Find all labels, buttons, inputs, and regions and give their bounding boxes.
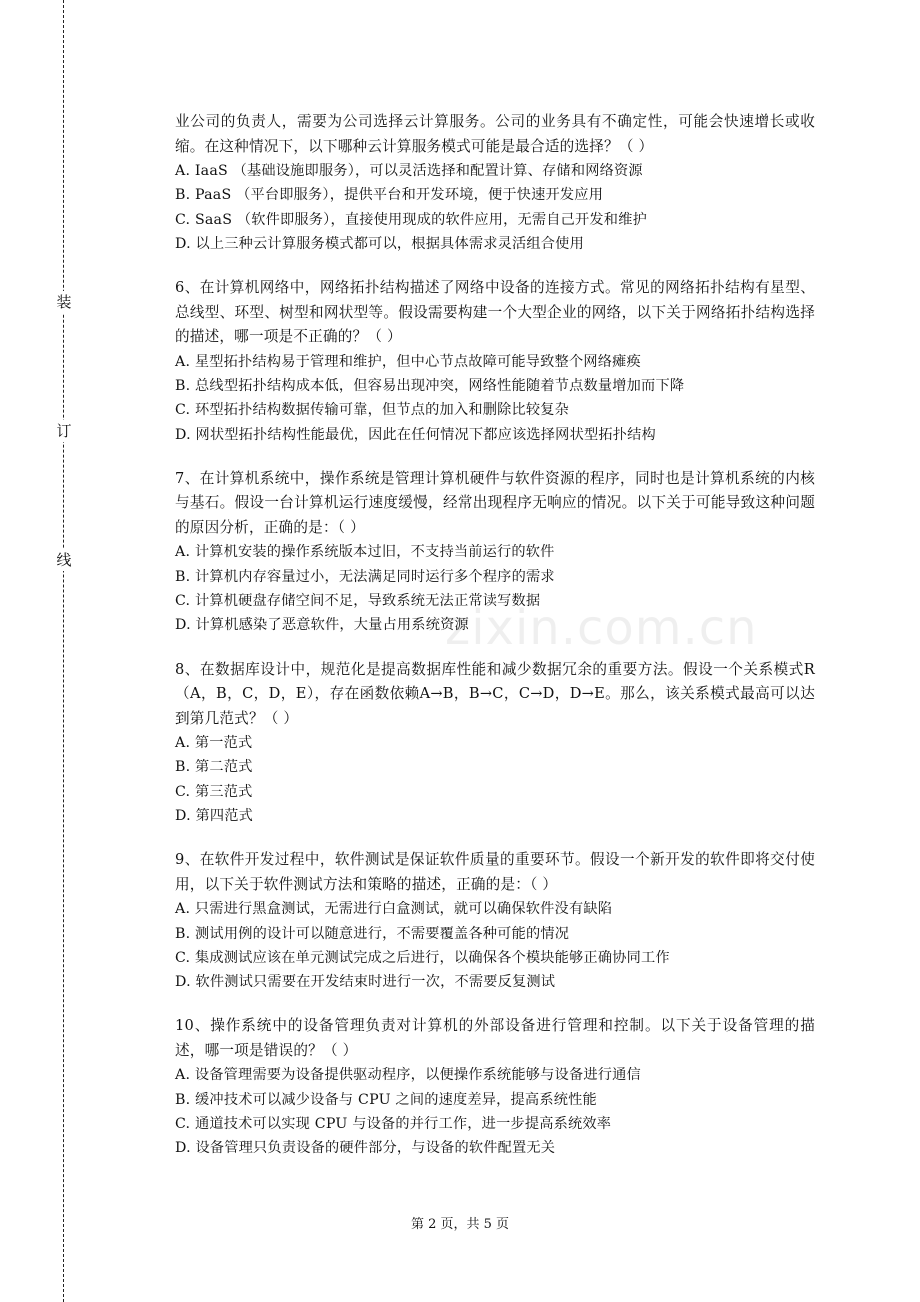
page-number: 第 2 页，共 5 页 [410,1217,510,1232]
binding-dashed-line [63,0,64,1302]
question-5-continued [175,110,815,256]
question-stem: 9、在软件开发过程中，软件测试是保证软件质量的重要环节。假设一个新开发的软件即将交付使用，以下关于软件测试方法和策略的描述，正确的是：（ ） [175,851,815,893]
watermark: zixin.com.cn [445,600,758,656]
binding-char-xian: 线 [56,551,72,569]
option-d: D. 计算机感染了恶意软件，大量占用系统资源 [175,617,469,634]
option-a: A. 星型拓扑结构易于管理和维护，但中心节点故障可能导致整个网络瘫痪 [175,353,641,370]
option-b: B. 总线型拓扑结构成本低，但容易出现冲突，网络性能随着节点数量增加而下降 [175,377,685,394]
question-7 [175,467,815,638]
option-a: A. 设备管理需要为设备提供驱动程序，以便操作系统能够与设备进行通信 [175,1067,641,1084]
binding-char-zhuang: 装 [56,293,72,311]
question-8 [175,658,815,829]
option-d: D. 软件测试只需要在开发结束时进行一次，不需要反复测试 [175,974,556,991]
option-a: A. 只需进行黑盒测试，无需进行白盒测试，就可以确保软件没有缺陷 [175,901,613,918]
binding-char-ding: 订 [56,422,72,440]
option-c: C. 计算机硬盘存储空间不足，导致系统无法正常读写数据 [175,592,541,609]
option-d: D. 以上三种云计算服务模式都可以，根据具体需求灵活组合使用 [175,235,584,252]
question-stem: 业公司的负责人，需要为公司选择云计算服务。公司的业务具有不确定性，可能会快速增长或收缩。在这种情况下，以下哪种云计算服务模式可能是最合适的选择？（ ） [175,113,815,155]
question-stem: 8、在数据库设计中，规范化是提高数据库性能和减少数据冗余的重要方法。假设一个关系模式R（A，B，C，D，E），存在函数依赖A→B，B→C，C→D，D→E。那么，该关系模式最高可以达到第几范式？（ ） [175,660,815,727]
option-b: B. 计算机内存容量过小，无法满足同时运行多个程序的需求 [175,568,555,585]
question-6 [175,276,815,447]
option-b: B. PaaS （平台即服务），提供平台和开发环境，便于快速开发应用 [175,187,604,204]
question-stem: 6、在计算机网络中，网络拓扑结构描述了网络中设备的连接方式。常见的网络拓扑结构有星型、总线型、环型、树型和网状型等。假设需要构建一个大型企业的网络，以下关于网络拓扑结构选择的描述，哪一项是不正确的？（ ） [175,279,815,346]
question-9 [175,848,815,994]
option-c: C. 第三范式 [175,783,253,800]
option-a: A. IaaS （基础设施即服务），可以灵活选择和配置计算、存储和网络资源 [175,163,643,179]
option-a: A. 计算机安装的操作系统版本过旧，不支持当前运行的软件 [175,544,555,561]
question-list [175,110,815,1181]
question-stem: 10、操作系统中的设备管理负责对计算机的外部设备进行管理和控制。以下关于设备管理的描述，哪一项是错误的？（ ） [175,1017,815,1059]
question-stem: 7、在计算机系统中，操作系统是管理计算机硬件与软件资源的程序，同时也是计算机系统的内核与基石。假设一台计算机运行速度缓慢，经常出现程序无响应的情况。以下关于可能导致这种问题的原因分析，正确的是：（ ） [175,469,815,536]
option-c: C. 环型拓扑结构数据传输可靠，但节点的加入和删除比较复杂 [175,402,570,419]
option-b: B. 第二范式 [175,759,253,776]
option-c: C. SaaS （软件即服务），直接使用现成的软件应用，无需自己开发和维护 [175,211,647,228]
option-c: C. 通道技术可以实现 CPU 与设备的并行工作，进一步提高系统效率 [175,1116,612,1133]
option-d: D. 第四范式 [175,807,254,824]
option-c: C. 集成测试应该在单元测试完成之后进行，以确保各个模块能够正确协同工作 [175,949,670,966]
option-d: D. 设备管理只负责设备的硬件部分，与设备的软件配置无关 [175,1140,556,1157]
option-b: B. 测试用例的设计可以随意进行，不需要覆盖各种可能的情况 [175,925,570,942]
question-10 [175,1014,815,1160]
option-a: A. 第一范式 [175,735,253,752]
option-d: D. 网状型拓扑结构性能最优，因此在任何情况下都应该选择网状型拓扑结构 [175,426,656,443]
option-b: B. 缓冲技术可以减少设备与 CPU 之间的速度差异，提高系统性能 [175,1091,597,1108]
